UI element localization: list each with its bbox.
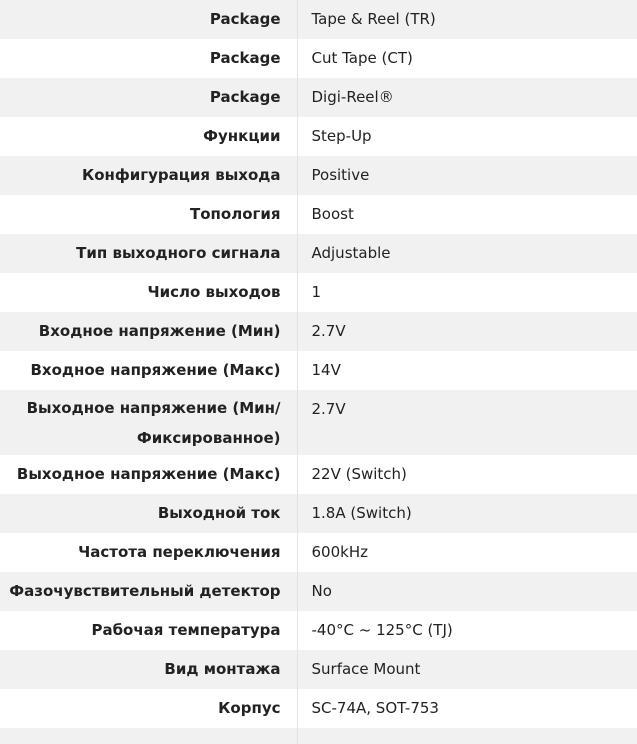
spec-label: Входное напряжение (Макс) <box>0 351 297 390</box>
spec-row <box>0 0 637 39</box>
spec-label: Конфигурация выхода <box>0 156 297 195</box>
spec-label: Рабочая температура <box>0 611 297 650</box>
spec-label: Частота переключения <box>0 533 297 572</box>
spec-value: Digi-Reel® <box>297 78 637 117</box>
spec-label: Корпус <box>0 689 297 728</box>
spec-label: Функции <box>0 117 297 156</box>
spec-label: Фазочувствительный детектор <box>0 572 297 611</box>
spec-label: Число выходов <box>0 273 297 312</box>
spec-value <box>297 728 637 744</box>
spec-value: 22V (Switch) <box>297 455 637 494</box>
spec-label: Package <box>0 78 297 117</box>
spec-row <box>0 156 637 195</box>
spec-row <box>0 39 637 78</box>
spec-row <box>0 78 637 117</box>
spec-label: Топология <box>0 195 297 234</box>
spec-value: Positive <box>297 156 637 195</box>
spec-label: Package <box>0 0 297 39</box>
spec-value: 600kHz <box>297 533 637 572</box>
spec-value: 14V <box>297 351 637 390</box>
spec-row <box>0 273 637 312</box>
spec-label: Выходной ток <box>0 494 297 533</box>
spec-value: Surface Mount <box>297 650 637 689</box>
spec-value: 2.7V <box>297 390 637 455</box>
spec-label: Package <box>0 39 297 78</box>
spec-row <box>0 195 637 234</box>
spec-label: Вид монтажа <box>0 650 297 689</box>
spec-value: -40°C ~ 125°C (TJ) <box>297 611 637 650</box>
spec-row <box>0 611 637 650</box>
spec-row <box>0 351 637 390</box>
spec-row <box>0 234 637 273</box>
spec-value: 1.8A (Switch) <box>297 494 637 533</box>
spec-value: 1 <box>297 273 637 312</box>
spec-value: 2.7V <box>297 312 637 351</box>
spec-value: Tape & Reel (TR) <box>297 0 637 39</box>
spec-value: SC-74A, SOT-753 <box>297 689 637 728</box>
spec-value: Boost <box>297 195 637 234</box>
spec-label: Выходное напряжение (Макс) <box>0 455 297 494</box>
spec-value: Adjustable <box>297 234 637 273</box>
spec-row <box>0 572 637 611</box>
spec-value: Step-Up <box>297 117 637 156</box>
spec-row <box>0 390 637 455</box>
spec-row <box>0 650 637 689</box>
spec-row <box>0 689 637 728</box>
spec-row <box>0 117 637 156</box>
spec-value: Cut Tape (CT) <box>297 39 637 78</box>
spec-row <box>0 533 637 572</box>
spec-row <box>0 455 637 494</box>
spec-row <box>0 312 637 351</box>
spec-row <box>0 494 637 533</box>
spec-label: Входное напряжение (Мин) <box>0 312 297 351</box>
spec-label: Выходное напряжение (Мин/ Фиксированное) <box>0 390 297 455</box>
spec-value: No <box>297 572 637 611</box>
spec-label: Тип выходного сигнала <box>0 234 297 273</box>
spec-row <box>0 728 637 744</box>
spec-label <box>0 728 297 744</box>
